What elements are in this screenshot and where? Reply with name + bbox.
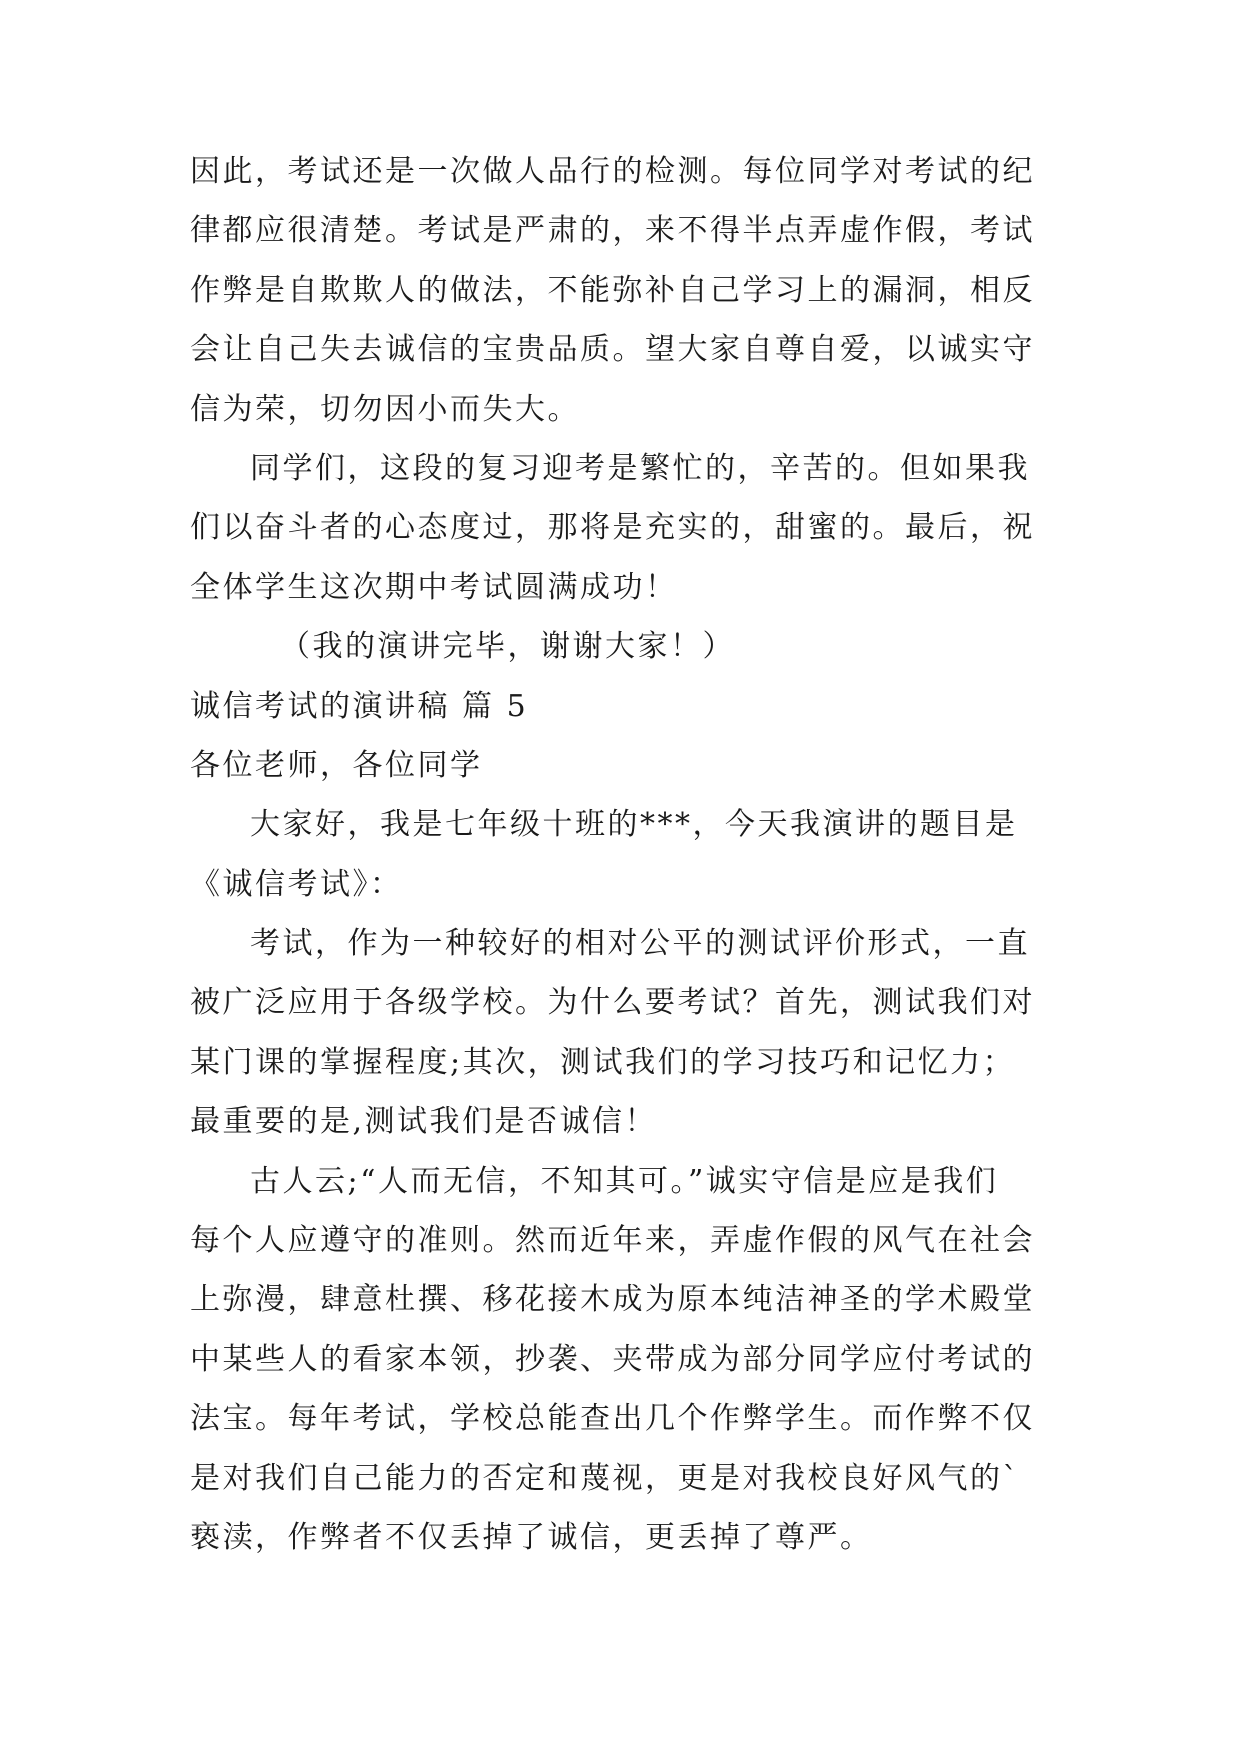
text-line: 信为荣，切勿因小而失大。 <box>190 391 580 427</box>
text-line: 们以奋斗者的心态度过，那将是充实的，甜蜜的。最后，祝 <box>190 510 1035 546</box>
text-line: 每个人应遵守的准则。然而近年来，弄虚作假的风气在社会 <box>190 1223 1035 1259</box>
document-body <box>190 142 1050 1567</box>
text-line: 《诚信考试》： <box>190 866 403 902</box>
text-line: 同学们，这段的复习迎考是繁忙的，辛苦的。但如果我 <box>250 450 1030 486</box>
section-heading: 诚信考试的演讲稿 篇 5 <box>190 688 529 724</box>
text-line: 因此，考试还是一次做人品行的检测。每位同学对考试的纪 <box>190 154 1035 189</box>
text-line: 全体学生这次期中考试圆满成功！ <box>190 569 678 605</box>
text-line: 法宝。每年考试，学校总能查出几个作弊学生。而作弊不仅 <box>190 1401 1035 1437</box>
text-line: 会让自己失去诚信的宝贵品质。望大家自尊自爱，以诚实守 <box>190 332 1035 368</box>
text-line: 是对我们自己能力的否定和蔑视，更是对我校良好风气的` <box>190 1460 1020 1496</box>
closing-remark: （我的演讲完毕，谢谢大家！） <box>280 629 735 665</box>
text-line: 上弥漫，肆意杜撰、移花接木成为原本纯洁神圣的学术殿堂 <box>190 1282 1035 1318</box>
text-line: 最重要的是,测试我们是否诚信！ <box>190 1104 658 1140</box>
text-line: 古人云;“人而无信，不知其可。”诚实守信是应是我们 <box>250 1163 999 1199</box>
text-line: 某门课的掌握程度;其次，测试我们的学习技巧和记忆力； <box>190 1044 1016 1080</box>
text-line: 考试，作为一种较好的相对公平的测试评价形式，一直 <box>250 926 1030 962</box>
text-line: 大家好，我是七年级十班的***，今天我演讲的题目是 <box>250 807 1018 843</box>
text-line: 被广泛应用于各级学校。为什么要考试？首先，测试我们对 <box>190 985 1035 1021</box>
text-line: 亵渎，作弊者不仅丢掉了诚信，更丢掉了尊严。 <box>190 1519 873 1555</box>
text-line: 中某些人的看家本领，抄袭、夹带成为部分同学应付考试的 <box>190 1341 1035 1377</box>
text-line: 作弊是自欺欺人的做法，不能弥补自己学习上的漏洞，相反 <box>190 272 1035 308</box>
text-line: 律都应很清楚。考试是严肃的，来不得半点弄虚作假，考试 <box>190 213 1035 249</box>
salutation: 各位老师，各位同学 <box>190 747 483 783</box>
